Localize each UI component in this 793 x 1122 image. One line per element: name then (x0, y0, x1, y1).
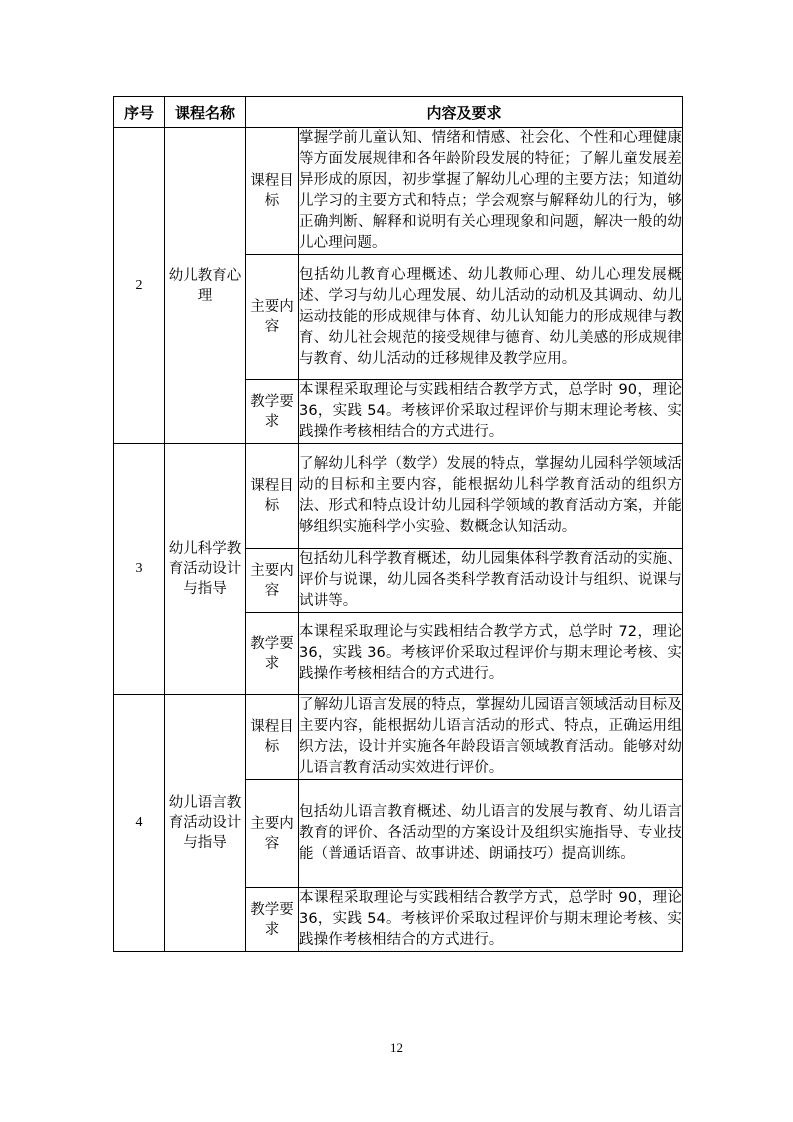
course-name: 幼儿科学教育活动设计与指导 (165, 444, 246, 695)
section-label: 课程目标 (246, 128, 299, 255)
header-number: 序号 (114, 97, 165, 128)
course-number: 4 (114, 695, 165, 952)
table-row (114, 128, 683, 255)
table-row (114, 695, 683, 780)
section-label: 教学要求 (246, 888, 299, 952)
section-label: 教学要求 (246, 380, 299, 444)
page-number: 12 (390, 1040, 403, 1055)
section-text: 本课程采取理论与实践相结合教学方式，总学时 90，理论 36，实践 54。考核评价采取过程评价与期末理论考核、实践操作考核相结合的方式进行。 (299, 380, 683, 444)
section-label: 教学要求 (246, 613, 299, 695)
section-text: 本课程采取理论与实践相结合教学方式，总学时 90，理论 36，实践 54。考核评价采取过程评价与期末理论考核、实践操作考核相结合的方式进行。 (299, 888, 683, 952)
course-name: 幼儿教育心理 (165, 128, 246, 444)
section-text: 本课程采取理论与实践相结合教学方式，总学时 72，理论 36，实践 36。考核评价采取过程评价与期末理论考核、实践操作考核相结合的方式进行。 (299, 613, 683, 695)
section-label: 主要内容 (246, 255, 299, 380)
section-label: 主要内容 (246, 549, 299, 613)
section-label: 课程目标 (246, 444, 299, 549)
section-text: 包括幼儿科学教育概述，幼儿园集体科学教育活动的实施、评价与说课，幼儿园各类科学教育活动设计与组织、说课与试讲等。 (299, 549, 683, 613)
course-table (113, 96, 683, 952)
section-label: 主要内容 (246, 780, 299, 888)
header-course-name: 课程名称 (165, 97, 246, 128)
header-row (114, 97, 683, 128)
section-label: 课程目标 (246, 695, 299, 780)
section-text: 包括幼儿教育心理概述、幼儿教师心理、幼儿心理发展概述、学习与幼儿心理发展、幼儿活动的动机及其调动、幼儿运动技能的形成规律与体育、幼儿认知能力的形成规律与教育、幼儿社会规范的接受规律与德育、幼儿美感的形成规律与教育、幼儿活动的迁移规律及教学应用。 (299, 255, 683, 380)
header-content: 内容及要求 (246, 97, 683, 128)
table-row (114, 444, 683, 549)
section-text: 了解幼儿语言发展的特点，掌握幼儿园语言领域活动目标及主要内容，能根据幼儿语言活动的形式、特点，正确运用组织方法，设计并实施各年龄段语言领域教育活动。能够对幼儿语言教育活动实效进行评价。 (299, 695, 683, 780)
course-number: 2 (114, 128, 165, 444)
section-text: 掌握学前儿童认知、情绪和情感、社会化、个性和心理健康等方面发展规律和各年龄阶段发展的特征；了解儿童发展差异形成的原因，初步掌握了解幼儿心理的主要方法；知道幼儿学习的主要方式和特点；学会观察与解释幼儿的行为，够正确判断、解释和说明有关心理现象和问题，解决一般的幼儿心理问题。 (299, 128, 683, 255)
section-text: 包括幼儿语言教育概述、幼儿语言的发展与教育、幼儿语言教育的评价、各活动型的方案设计及组织实施指导、专业技能（普通话语音、故事讲述、朗诵技巧）提高训练。 (299, 780, 683, 888)
section-text: 了解幼儿科学（数学）发展的特点，掌握幼儿园科学领域活动的目标和主要内容，能根据幼儿科学教育活动的组织方法、形式和特点设计幼儿园科学领域的教育活动方案，并能够组织实施科学小实验、数概念认知活动。 (299, 444, 683, 549)
course-number: 3 (114, 444, 165, 695)
course-name: 幼儿语言教育活动设计与指导 (165, 695, 246, 952)
